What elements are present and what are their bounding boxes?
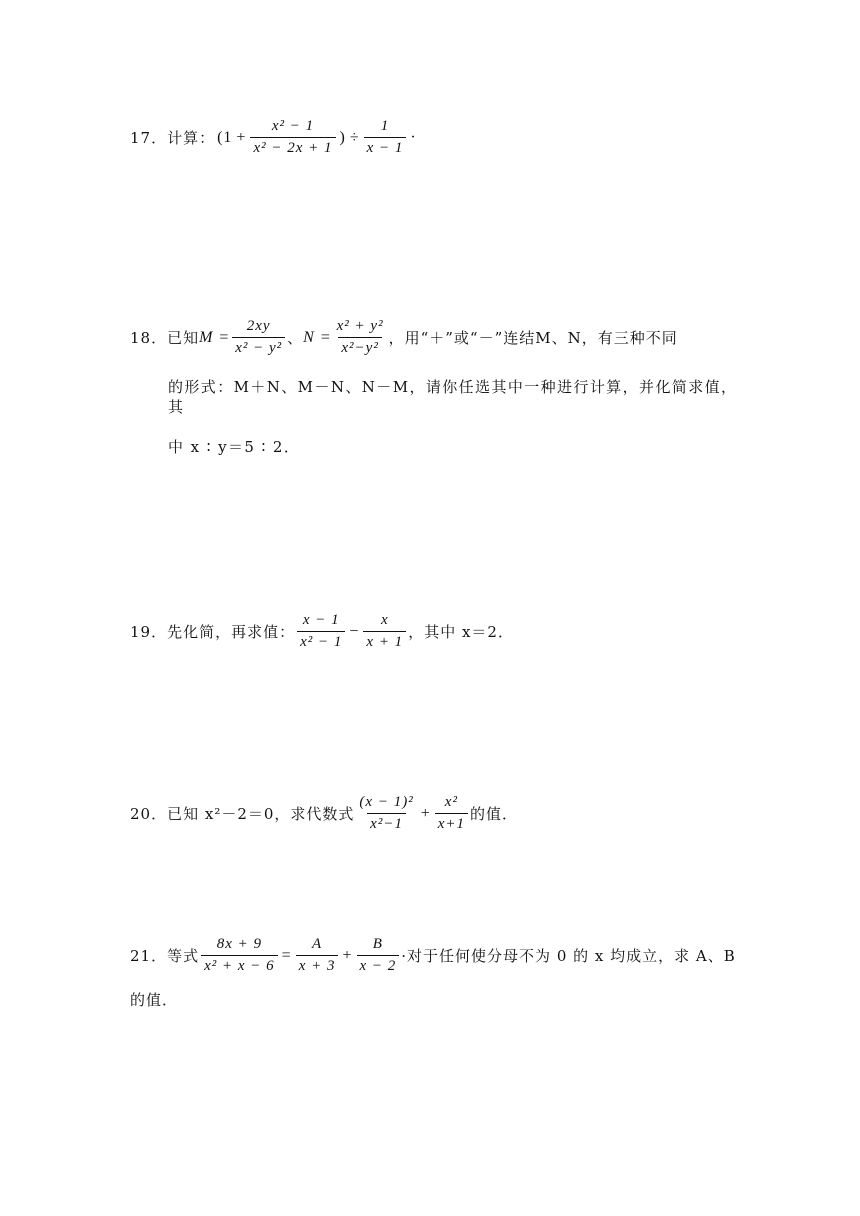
fraction-2: [363, 612, 406, 651]
denominator: x² − y²: [232, 337, 285, 357]
equals-sign: =: [281, 946, 292, 964]
problem-17-label: 17．计算：: [130, 129, 216, 147]
fraction-1: [201, 936, 278, 975]
fraction-3: [357, 936, 400, 975]
problem-21-tail2: 的值．: [130, 991, 179, 1009]
numerator: (x − 1)²: [359, 794, 414, 810]
plus-sign: +: [420, 804, 431, 822]
end-dot: ·: [410, 128, 417, 146]
denominator: x − 1: [364, 137, 407, 157]
problem-21-tail: ·对于任何使分母不为 0 的 x 均成立，求 A、B: [401, 947, 736, 965]
fraction-n: [334, 318, 387, 357]
fraction-2: [435, 794, 468, 833]
problem-21-line-1: [130, 936, 740, 975]
separator: 、: [287, 329, 304, 347]
divide-sign: ÷: [349, 128, 360, 146]
minus-sign: −: [349, 622, 360, 640]
problem-17-line: [130, 118, 740, 157]
problem-20-tail: 的值．: [470, 805, 519, 823]
denominator: x − 2: [357, 955, 400, 975]
fraction-m: [232, 318, 285, 357]
plus-sign: +: [342, 946, 353, 964]
problem-20-label: 20．已知 x²－2＝0，求代数式: [130, 805, 355, 823]
denominator: x²−1: [367, 813, 406, 833]
numerator: B: [372, 936, 383, 952]
numerator: 2xy: [246, 318, 271, 334]
denominator: x² + x − 6: [201, 955, 278, 975]
fraction-2: [296, 936, 339, 975]
problem-18-text-c: 中 x ∶ y＝5 ∶ 2．: [168, 438, 301, 456]
denominator: x + 1: [363, 631, 406, 651]
denominator: x+1: [435, 813, 468, 833]
numerator: A: [311, 936, 323, 952]
problem-18-label: 18．已知: [130, 329, 200, 347]
m-lhs: M =: [199, 328, 231, 346]
problem-18-text-b: 的形式：M＋N、M－N、N－M，请你任选其中一种进行计算，并化简求值，其: [168, 378, 738, 416]
plus-sign: +: [236, 128, 247, 146]
problem-18-text-a: ，用“＋”或“－”连结M、N，有三种不同: [388, 329, 678, 347]
numerator: 1: [380, 118, 390, 134]
close-paren: ): [339, 128, 346, 146]
problem-20-line: [130, 794, 740, 833]
fraction-2: [364, 118, 407, 157]
problem-19-line: [130, 612, 740, 651]
denominator: x + 3: [296, 955, 339, 975]
fraction-1: [356, 794, 416, 833]
n-lhs: N =: [303, 328, 332, 346]
open-paren: (1: [217, 128, 233, 146]
problem-19-label: 19．先化简，再求值：: [130, 623, 296, 641]
fraction-1: [297, 612, 345, 651]
denominator: x² − 1: [297, 631, 345, 651]
problem-21-label: 21．等式: [130, 947, 200, 965]
numerator: x − 1: [302, 612, 340, 628]
numerator: x: [380, 612, 389, 628]
problem-21: [130, 936, 740, 1010]
denominator: x²−y²: [338, 337, 381, 357]
numerator: 8x + 9: [216, 936, 263, 952]
numerator: x²: [444, 794, 458, 810]
numerator: x² − 1: [271, 118, 315, 134]
problem-17: [130, 118, 740, 157]
denominator: x² − 2x + 1: [250, 137, 335, 157]
numerator: x² + y²: [336, 318, 384, 334]
problem-19: [130, 612, 740, 651]
problem-20: [130, 794, 740, 833]
fraction-1: [250, 118, 335, 157]
problem-18: [130, 318, 740, 457]
problem-18-line-1: [130, 318, 740, 357]
problem-19-tail: ，其中 x＝2．: [408, 623, 514, 641]
